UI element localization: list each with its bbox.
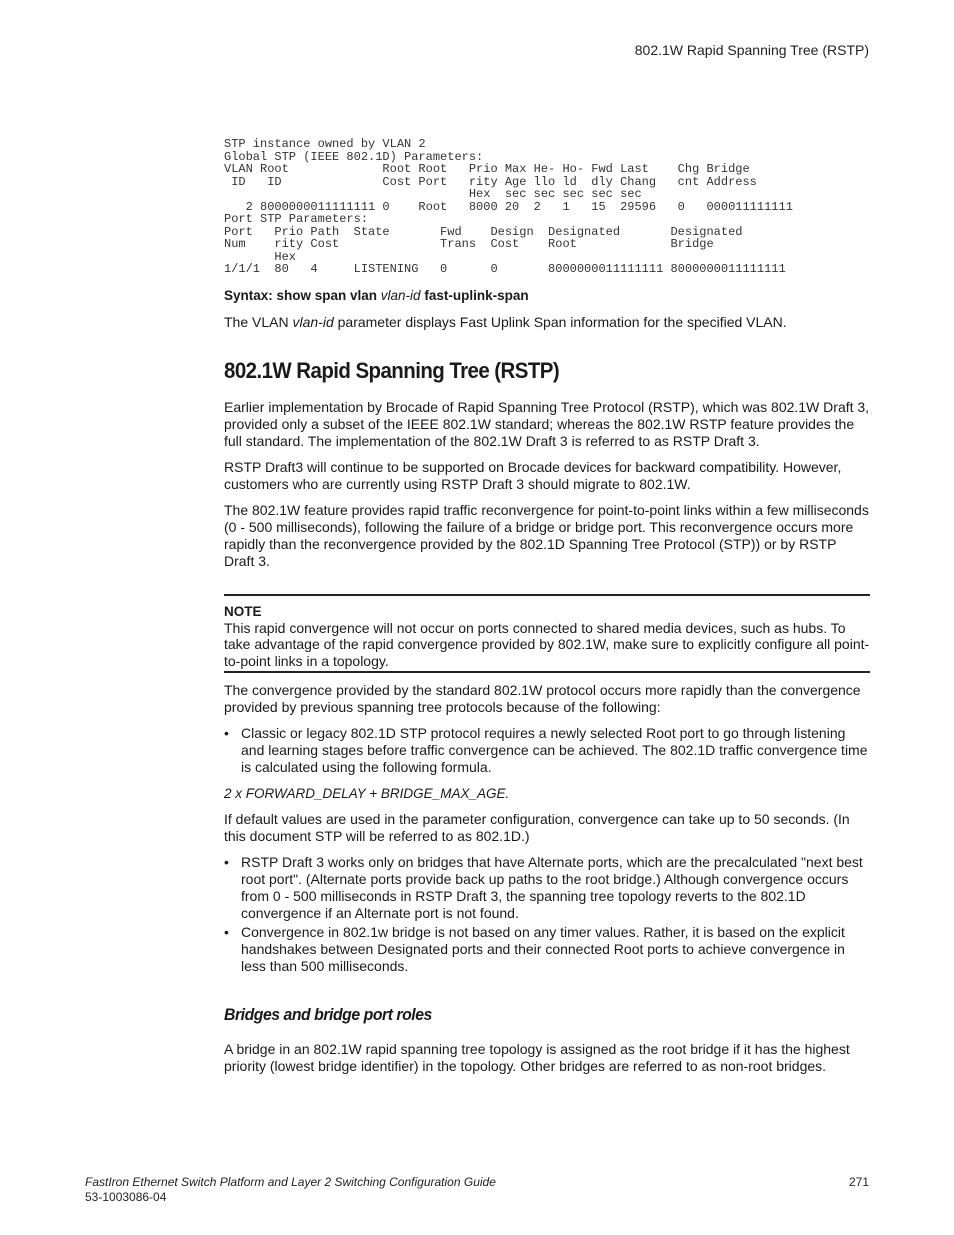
bullet-list	[224, 854, 870, 975]
footer-document-number: 53-1003086-04	[85, 1190, 167, 1204]
paragraph: The convergence provided by the standard 802.1W protocol occurs more rapidly than the convergence provided by previous spanning tree protocols because of the following:	[224, 682, 861, 715]
note-title: NOTE	[224, 603, 262, 619]
bullet-marker: •	[224, 725, 229, 741]
paragraph: RSTP Draft3 will continue to be supported on Brocade devices for backward compatibility. However, customers who are currently using RSTP Draft 3 should migrate to 802.1W.	[224, 458, 842, 492]
note-box	[224, 594, 870, 674]
list-item: • RSTP Draft 3 works only on bridges that have Alternate ports, which are the precalculated "next best root port". (Alternate ports provide back up paths to the root bridge.) Although convergence occurs from 0 - 500 milliseconds in RSTP Draft 3, the spanning tree topology reverts to the 802.1D convergence if an Alternate port is not found.	[224, 854, 863, 921]
formula: 2 x FORWARD_DELAY + BRIDGE_MAX_AGE.	[224, 786, 510, 801]
cli-output-block: STP instance owned by VLAN 2 Global STP (IEEE 802.1D) Parameters: VLAN Root Root Root Prio Max He- Ho- Fwd Last Chg Bridge ID ID Cost Port rity Age llo ld dly Chang cnt Address Hex sec sec sec sec sec 2 8000000011111111 0 Root 8000 20 2 1 15 29596 0 000011111111 Port STP Parameters: Port Prio Path State Fwd Design Designated Designated Num rity Cost Trans Cost Root Bridge Hex 1/1/1 80 4 LISTENING 0 0 8000000011111111 8000000011111111	[224, 137, 793, 276]
section-heading: 802.1W Rapid Spanning Tree (RSTP)	[224, 357, 560, 383]
syntax-line	[224, 288, 870, 304]
bullet-marker: •	[224, 854, 229, 870]
list-item: • Convergence in 802.1w bridge is not based on any timer values. Rather, it is based on the explicit handshakes between Designated ports and their connected Root ports to achieve convergence in less than 500 milliseconds.	[224, 924, 845, 974]
running-header: 802.1W Rapid Spanning Tree (RSTP)	[634, 42, 869, 58]
page-footer	[85, 1175, 869, 1205]
syntax-description-parameter: vlan-id	[292, 313, 334, 330]
page-number: 271	[848, 1175, 869, 1189]
paragraph: The 802.1W feature provides rapid traffic reconvergence for point-to-point links within a few milliseconds (0 - 500 milliseconds), following the failure of a bridge or bridge port. This reconvergence occurs more rapidly than the reconvergence provided by the 802.1D Spanning Tree Protocol (STP)) or by RSTP Draft 3.	[224, 501, 869, 569]
paragraph: If default values are used in the parameter configuration, convergence can take up to 50 seconds. (In this document STP will be referred to as 802.1D.)	[224, 811, 850, 844]
syntax-description: The VLAN vlan-id parameter displays Fast Uplink Span information for the specified VLAN.	[224, 313, 787, 330]
syntax-keyword: fast-uplink-span	[420, 287, 529, 303]
footer-document-title: FastIron Ethernet Switch Platform and Layer 2 Switching Configuration Guide	[85, 1175, 496, 1189]
bullet-marker: •	[224, 924, 229, 940]
bullet-list	[224, 725, 870, 776]
paragraph: Earlier implementation by Brocade of Rapid Spanning Tree Protocol (RSTP), which was 802.1W Draft 3, provided only a subset of the IEEE 802.1W standard; whereas the 802.1W RSTP feature provides the full standard. The implementation of the 802.1W Draft 3 is referred to as RSTP Draft 3.	[224, 398, 870, 449]
page-content	[224, 138, 870, 1075]
note-text: This rapid convergence will not occur on ports connected to shared media devices, such as hubs. To take advantage of the rapid convergence provided by 802.1W, make sure to explicitly configure all point-to-point links in a topology.	[224, 619, 870, 669]
paragraph: A bridge in an 802.1W rapid spanning tree topology is assigned as the root bridge if it has the highest priority (lowest bridge identifier) in the topology. Other bridges are referred to as non-root bridges.	[224, 1041, 850, 1074]
syntax-parameter: vlan-id	[380, 287, 421, 303]
syntax-command: Syntax: show span vlan	[224, 287, 381, 303]
list-item: • Classic or legacy 802.1D STP protocol requires a newly selected Root port to go through listening and learning stages before traffic convergence can be achieved. The 802.1D traffic convergence time is calculated using the following formula.	[224, 725, 868, 775]
subsection-heading: Bridges and bridge port roles	[224, 1005, 432, 1024]
